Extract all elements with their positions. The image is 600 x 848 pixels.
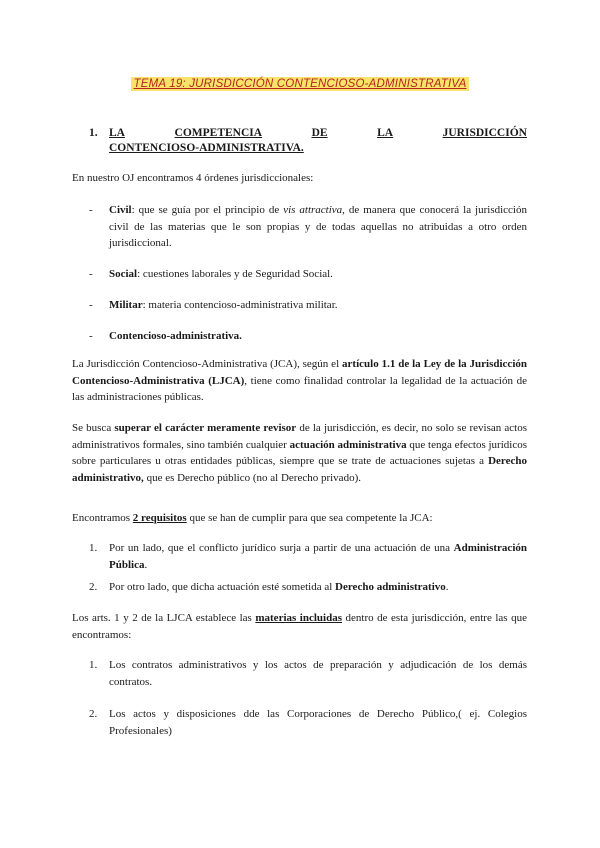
- bullet-label: Social: [109, 268, 138, 280]
- list-number: 1.: [89, 659, 98, 671]
- bullet-contencioso: [89, 328, 527, 345]
- bullet-italic: vis attractiva: [283, 204, 343, 216]
- paragraph-revisor: [72, 420, 527, 486]
- section-number: 1.: [89, 127, 98, 139]
- bullet-body: [109, 266, 527, 283]
- bullet-text: : que se guía por el principio de: [131, 204, 284, 216]
- text-run: que es Derecho público (no al Derecho privado).: [143, 471, 361, 484]
- bold-run: Derecho administrativo: [335, 581, 446, 593]
- list-number: 2.: [89, 581, 98, 593]
- bullet-body: [109, 202, 527, 252]
- list-body: Los actos y disposiciones dde las Corporaciones de Derecho Público,( ej. Colegios Profesionales): [109, 708, 527, 737]
- intro-paragraph: En nuestro OJ encontramos 4 órdenes jurisdiccionales:: [72, 172, 314, 184]
- title-container: [0, 74, 600, 92]
- text-run: Se busca: [72, 422, 115, 434]
- text-run: Por un lado, que el conflicto jurídico surja a partir de una actuación de una: [109, 542, 454, 554]
- list-number: 2.: [89, 708, 98, 720]
- text-run: .: [445, 581, 449, 593]
- section-heading: [89, 126, 527, 156]
- section-word: LA: [109, 127, 125, 139]
- page-title: TEMA 19: JURISDICCIÓN CONTENCIOSO-ADMINISTRATIVA: [131, 77, 470, 91]
- bullet-body: [109, 328, 527, 345]
- section-title: [109, 126, 527, 156]
- text-run: dentro de esta jurisdicción, entre las que encontramos:: [72, 612, 527, 641]
- bold-run: Administración Pública: [109, 542, 527, 571]
- bold-underline-run: materias incluidas: [255, 612, 342, 624]
- text-run: .: [144, 558, 148, 571]
- paragraph-requisitos: [72, 510, 527, 527]
- bullet-label: Civil: [109, 204, 132, 216]
- section-word: JURISDICCIÓN: [442, 127, 527, 139]
- materia-item: [89, 657, 527, 690]
- bullet-text: : materia contencioso-administrativa militar.: [142, 299, 338, 311]
- section-word: LA: [377, 127, 394, 139]
- paragraph-jca: [72, 356, 527, 406]
- bullet-text: : cuestiones laborales y de Seguridad Social.: [137, 268, 333, 280]
- text-run: Los arts. 1 y 2 de la LJCA establece las: [72, 612, 256, 624]
- bullet-civil: [89, 202, 527, 252]
- bullet-militar: [89, 297, 527, 314]
- requisito-item: [89, 579, 527, 596]
- bullet-label: Militar: [109, 299, 143, 311]
- text-run: Por otro lado, que dicha actuación esté sometida al: [109, 581, 336, 593]
- requisito-item: [89, 540, 527, 573]
- section-word: COMPETENCIA: [174, 127, 263, 139]
- text-run: de la jurisdicción, es decir, no solo se revisan actos administrativos formales, sino también cualquier: [72, 422, 528, 451]
- bullet-body: [109, 297, 527, 314]
- bold-run: actuación administrativa: [289, 438, 407, 451]
- section-title-line1: [109, 126, 527, 141]
- bold-run: Derecho administrativo,: [72, 455, 527, 484]
- bullet-text: , de manera que conocerá la jurisdicción civil de las materias que le son propias y de todas aquellas no atribuidas a otro orden jurisdiccional.: [109, 204, 527, 249]
- bullet-dash: -: [89, 299, 93, 311]
- list-number: 1.: [89, 542, 98, 554]
- bold-run: superar el carácter meramente revisor: [114, 422, 297, 434]
- bullet-label: Contencioso-administrativa.: [109, 330, 242, 342]
- bullet-dash: -: [89, 268, 93, 280]
- bullet-social: [89, 266, 527, 283]
- bold-underline-run: 2 requisitos: [132, 512, 187, 524]
- list-body: [109, 540, 527, 573]
- bullet-dash: -: [89, 204, 93, 216]
- text-run: que se han de cumplir para que sea competente la JCA:: [186, 512, 433, 524]
- bold-run: artículo 1.1 de la Ley de la Jurisdicción Contencioso-Administrativa (LJCA): [72, 358, 527, 387]
- text-run: La Jurisdicción Contencioso-Administrativa (JCA), según el: [72, 358, 343, 370]
- materia-item: [89, 706, 527, 739]
- list-body: Los contratos administrativos y los actos de preparación y adjudicación de los demás contratos.: [109, 659, 527, 688]
- text-run: , tiene como finalidad controlar la legalidad de la actuación de las administraciones públicas.: [72, 374, 527, 403]
- bullet-dash: -: [89, 330, 93, 342]
- paragraph-materias: [72, 610, 527, 643]
- text-run: Encontramos: [72, 512, 133, 524]
- list-body: [109, 579, 527, 596]
- text-run: que tenga efectos jurídicos sobre particulares u otras entidades públicas, siempre que se trate de actuaciones sujetas a: [72, 438, 527, 467]
- section-word: DE: [311, 127, 328, 139]
- section-title-line2: CONTENCIOSO-ADMINISTRATIVA.: [109, 142, 304, 154]
